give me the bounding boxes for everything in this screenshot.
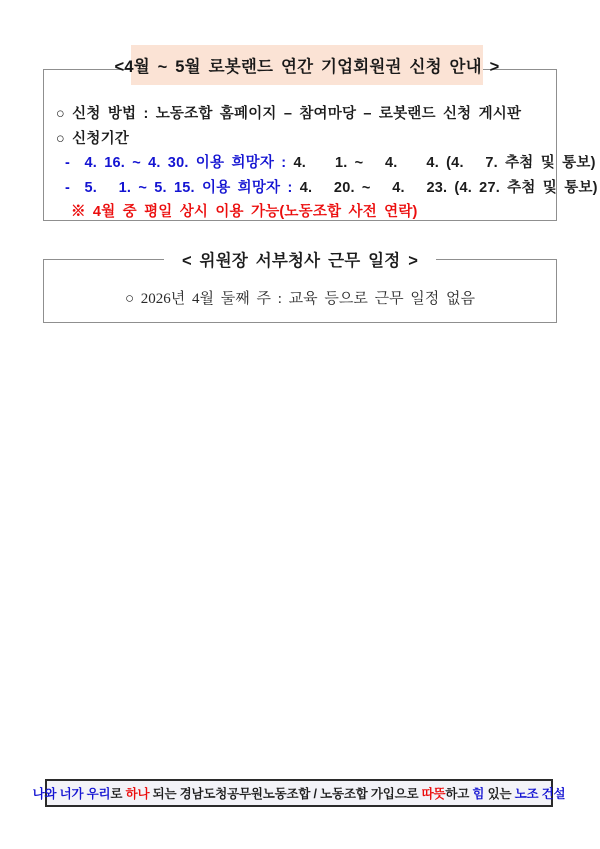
footer-segment: 따뜻 <box>421 787 446 801</box>
schedule-box-title-wrap <box>44 247 556 271</box>
notice-title-banner: <4월 ~ 5월 로봇랜드 연간 기업회원권 신청 안내 > <box>131 45 483 85</box>
footer-segment: 나와 너가 우리 <box>32 787 111 801</box>
footer-segment: 하나 <box>125 787 150 801</box>
footer-segment: 로 <box>110 787 126 801</box>
schedule-content-line: ○ 2026년 4월 둘째 주 : 교육 등으로 근무 일정 없음 <box>124 291 476 307</box>
period-line <box>56 176 598 201</box>
footer-slogan-banner <box>32 779 566 807</box>
application-period-label: ○ 신청기간 <box>56 130 130 147</box>
schedule-box <box>43 252 557 323</box>
footer-segment: 있는 <box>484 787 515 801</box>
footer-segment: 노조 건설 <box>514 787 566 801</box>
footer-segment: 힘 <box>472 787 485 801</box>
application-method-line: ○ 신청 방법 : 노동조합 홈페이지 – 참여마당 – 로봇랜드 신청 게시판 <box>56 106 522 122</box>
footer-segment: 하고 <box>445 787 473 801</box>
notice-box <box>43 69 598 221</box>
period-apply-window: 4. 1. ~ 4. 4. (4. 7. 추첨 및 통보) <box>293 155 596 171</box>
footer-segment: 되는 경남도청공무원노동조합 / 노동조합 가입으로 <box>149 787 422 801</box>
period-apply-window: 4. 20. ~ 4. 23. (4. 27. 추첨 및 통보) <box>299 179 598 196</box>
period-request-range: - 5. 1. ~ 5. 15. 이용 희망자 : <box>65 179 300 196</box>
period-request-range: - 4. 16. ~ 4. 30. 이용 희망자 : <box>65 155 294 171</box>
weekday-use-note-line: ※ 4월 중 평일 상시 이용 가능(노동조합 사전 연락) <box>71 204 418 220</box>
schedule-box-title: < 위원장 서부청사 근무 일정 > <box>164 247 436 271</box>
period-line <box>56 151 596 176</box>
